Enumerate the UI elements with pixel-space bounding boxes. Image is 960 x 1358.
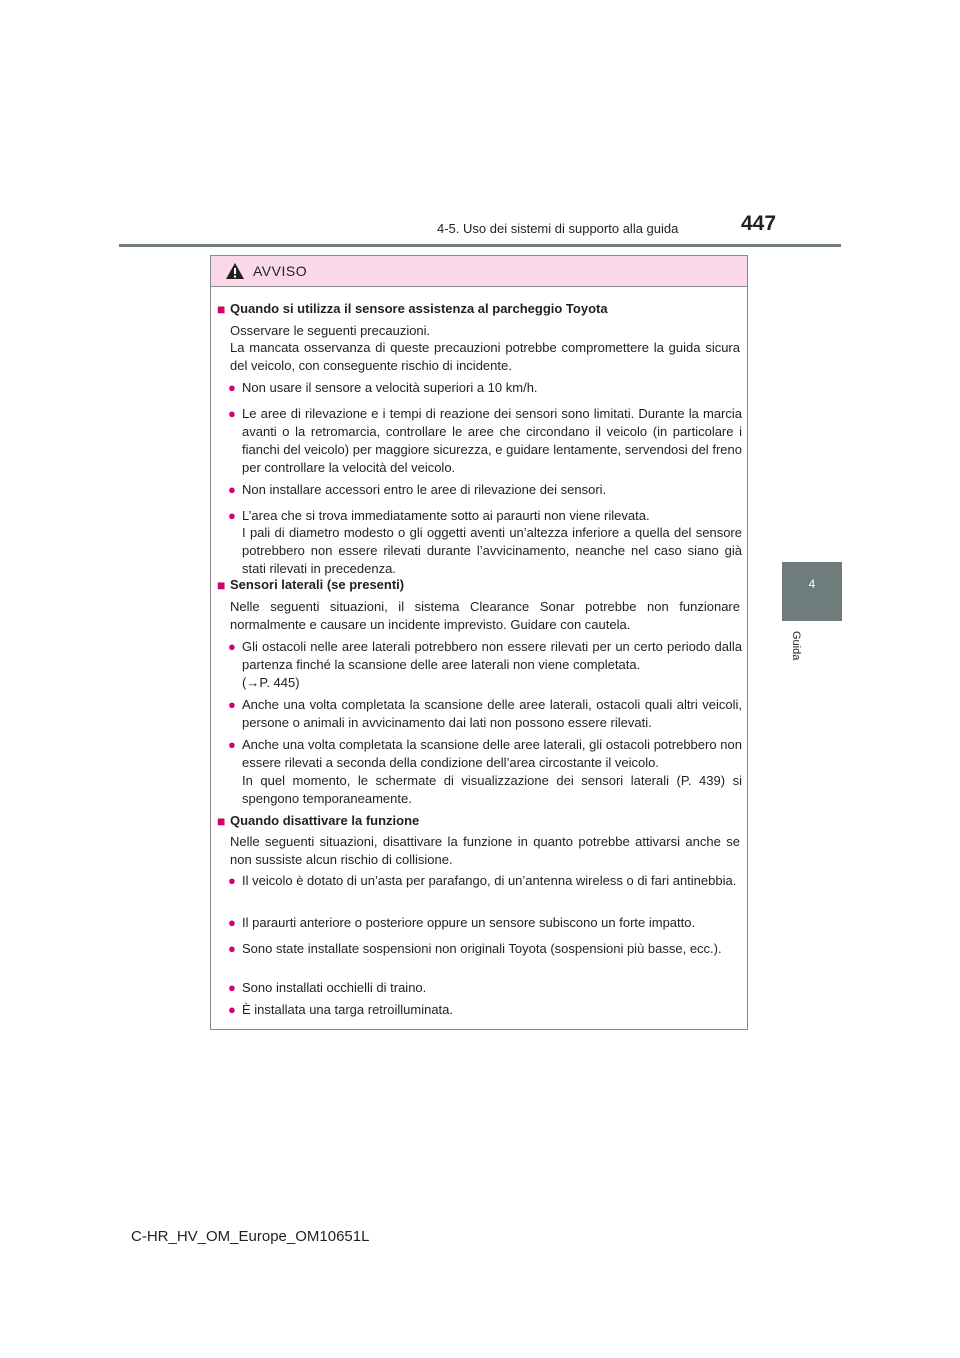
bullet-text: Non usare il sensore a velocità superiori a 10 km/h. bbox=[242, 380, 538, 395]
warning-box bbox=[210, 255, 748, 1030]
section-text: Osservare le seguenti precauzioni. bbox=[230, 323, 431, 338]
header-rule bbox=[119, 244, 841, 247]
circle-bullet-icon: ● bbox=[228, 406, 236, 421]
circle-bullet-icon: ● bbox=[228, 697, 236, 712]
warning-triangle-icon bbox=[225, 262, 245, 280]
bullet-text: L’area che si trova immediatamente sotto ai paraurti non viene rilevata. bbox=[242, 508, 650, 523]
chapter-tab bbox=[782, 562, 842, 621]
warning-title: AVVISO bbox=[253, 263, 308, 279]
section-heading: Quando disattivare la funzione bbox=[230, 813, 420, 828]
bullet-text: Anche una volta completata la scansione delle aree laterali, gli ostacoli potrebbero non essere rilevati a seconda della condizione dell’area circostante il veicolo. bbox=[242, 737, 742, 770]
page-reference: (→P. 445) bbox=[242, 675, 300, 690]
circle-bullet-icon: ● bbox=[228, 941, 236, 956]
bullet-text: In quel momento, le schermate di visualizzazione dei sensori laterali (P. 439) si spengono temporaneamente. bbox=[242, 773, 742, 806]
circle-bullet-icon: ● bbox=[228, 639, 236, 654]
section-text: Nelle seguenti situazioni, disattivare la funzione in quanto potrebbe attivarsi anche se non sussiste alcun rischio di collisione. bbox=[230, 834, 740, 867]
chapter-number: 4 bbox=[808, 577, 816, 591]
circle-bullet-icon: ● bbox=[228, 737, 236, 752]
circle-bullet-icon: ● bbox=[228, 508, 236, 523]
section-text: La mancata osservanza di queste precauzioni potrebbe compromettere la guida sicura del veicolo, con conseguente rischio di incidente. bbox=[230, 340, 740, 373]
circle-bullet-icon: ● bbox=[228, 482, 236, 497]
chapter-label: Guida bbox=[790, 631, 802, 661]
circle-bullet-icon: ● bbox=[228, 380, 236, 395]
bullet-text: È installata una targa retroilluminata. bbox=[242, 1002, 454, 1017]
bullet-text: I pali di diametro modesto o gli oggetti aventi un’altezza inferiore a quella del sensore potrebbero non essere rilevati durante l’avvicinamento, neanche nel caso siano già stati rilevati in precedenza. bbox=[242, 525, 742, 576]
section-heading: Sensori laterali (se presenti) bbox=[230, 577, 405, 592]
bullet-text: Sono installati occhielli di traino. bbox=[242, 980, 427, 995]
bullet-text: Sono state installate sospensioni non originali Toyota (sospensioni più basse, ecc.). bbox=[242, 941, 722, 956]
header-section-title: 4-5. Uso dei sistemi di supporto alla guida bbox=[437, 221, 679, 236]
footer-code: C-HR_HV_OM_Europe_OM10651L bbox=[131, 1228, 370, 1245]
bullet-text: Gli ostacoli nelle aree laterali potrebbero non essere rilevati per un certo periodo dalla partenza finché la scansione delle aree laterali non viene completata. bbox=[242, 639, 742, 672]
square-bullet-icon: ■ bbox=[217, 813, 226, 829]
section-text: Nelle seguenti situazioni, il sistema Clearance Sonar potrebbe non funzionare normalmente e causare un incidente imprevisto. Guidare con cautela. bbox=[230, 599, 740, 632]
circle-bullet-icon: ● bbox=[228, 980, 236, 995]
square-bullet-icon: ■ bbox=[217, 301, 226, 317]
bullet-text: Non installare accessori entro le aree di rilevazione dei sensori. bbox=[242, 482, 607, 497]
bullet-text: Il paraurti anteriore o posteriore oppure un sensore subiscono un forte impatto. bbox=[242, 915, 696, 930]
warning-header bbox=[211, 256, 747, 287]
circle-bullet-icon: ● bbox=[228, 1002, 236, 1017]
square-bullet-icon: ■ bbox=[217, 577, 226, 593]
circle-bullet-icon: ● bbox=[228, 873, 236, 888]
section-heading: Quando si utilizza il sensore assistenza al parcheggio Toyota bbox=[230, 301, 608, 316]
bullet-text: Anche una volta completata la scansione delle aree laterali, ostacoli quali altri veicoli, persone o animali in avvicinamento dai lati non possono essere rilevati. bbox=[242, 697, 742, 730]
page-number: 447 bbox=[741, 212, 777, 235]
circle-bullet-icon: ● bbox=[228, 915, 236, 930]
bullet-text: Le aree di rilevazione e i tempi di reazione dei sensori sono limitati. Durante la marcia avanti o la retromarcia, controllare le aree che circondano il veicolo (in particolare i fianchi del veicolo) per maggiore sicurezza, e guidare lentamente, servendosi del freno per controllare la velocità del veicolo. bbox=[242, 406, 742, 475]
bullet-text: Il veicolo è dotato di un’asta per parafango, di un’antenna wireless o di fari antinebbia. bbox=[242, 873, 737, 888]
